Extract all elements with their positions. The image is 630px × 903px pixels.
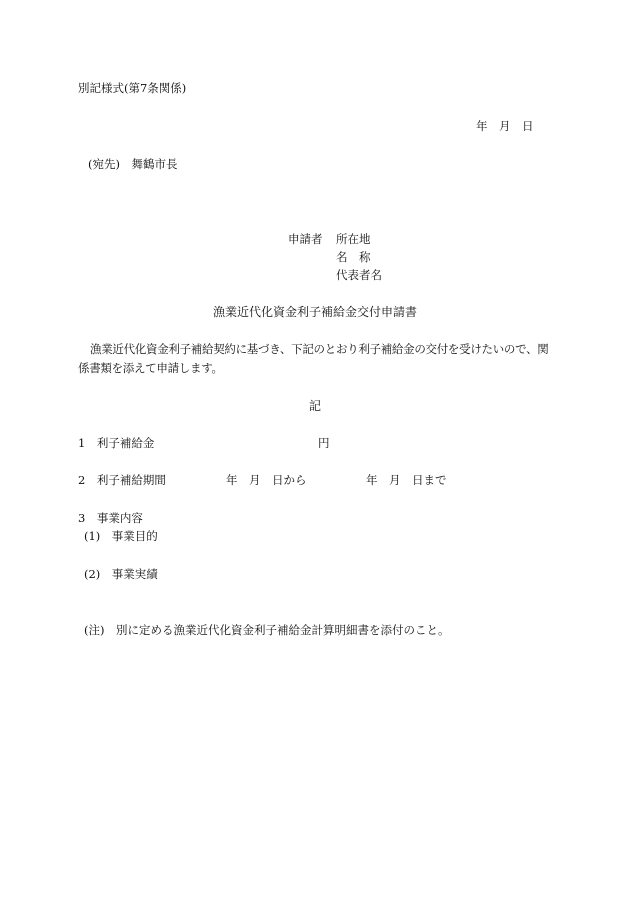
- document-title: 漁業近代化資金利子補給金交付申請書: [212, 305, 417, 319]
- date-line: 年 月 日: [476, 119, 534, 133]
- item2-from: 年 月 日から: [226, 473, 307, 487]
- applicant-label: 申請者: [288, 232, 323, 246]
- item1-unit: 円: [318, 436, 330, 450]
- addressee: (宛先) 舞鶴市長: [88, 157, 178, 171]
- applicant-representative-label: 代表者名: [336, 268, 382, 282]
- ki-heading: 記: [308, 399, 321, 413]
- item2-to: 年 月 日まで: [366, 473, 447, 487]
- applicant-name-label: 名 称: [336, 250, 371, 264]
- form-label: 別記様式(第7条関係): [78, 81, 187, 95]
- applicant-address-label: 所在地: [336, 232, 371, 246]
- note: (注) 別に定める漁業近代化資金利子補給金計算明細書を添付のこと。: [84, 623, 450, 637]
- item2-label: 2 利子補給期間: [78, 473, 166, 487]
- item1-label: 1 利子補給金: [78, 436, 155, 450]
- item3-sub2: (2) 事業実績: [84, 567, 158, 581]
- body-text: 漁業近代化資金利子補給契約に基づき、下記のとおり利子補給金の交付を受けたいので、関係書類を添えて申請します。: [78, 342, 549, 375]
- item3-label: 3 事業内容: [78, 511, 143, 525]
- item3-sub1: (1) 事業目的: [84, 529, 158, 543]
